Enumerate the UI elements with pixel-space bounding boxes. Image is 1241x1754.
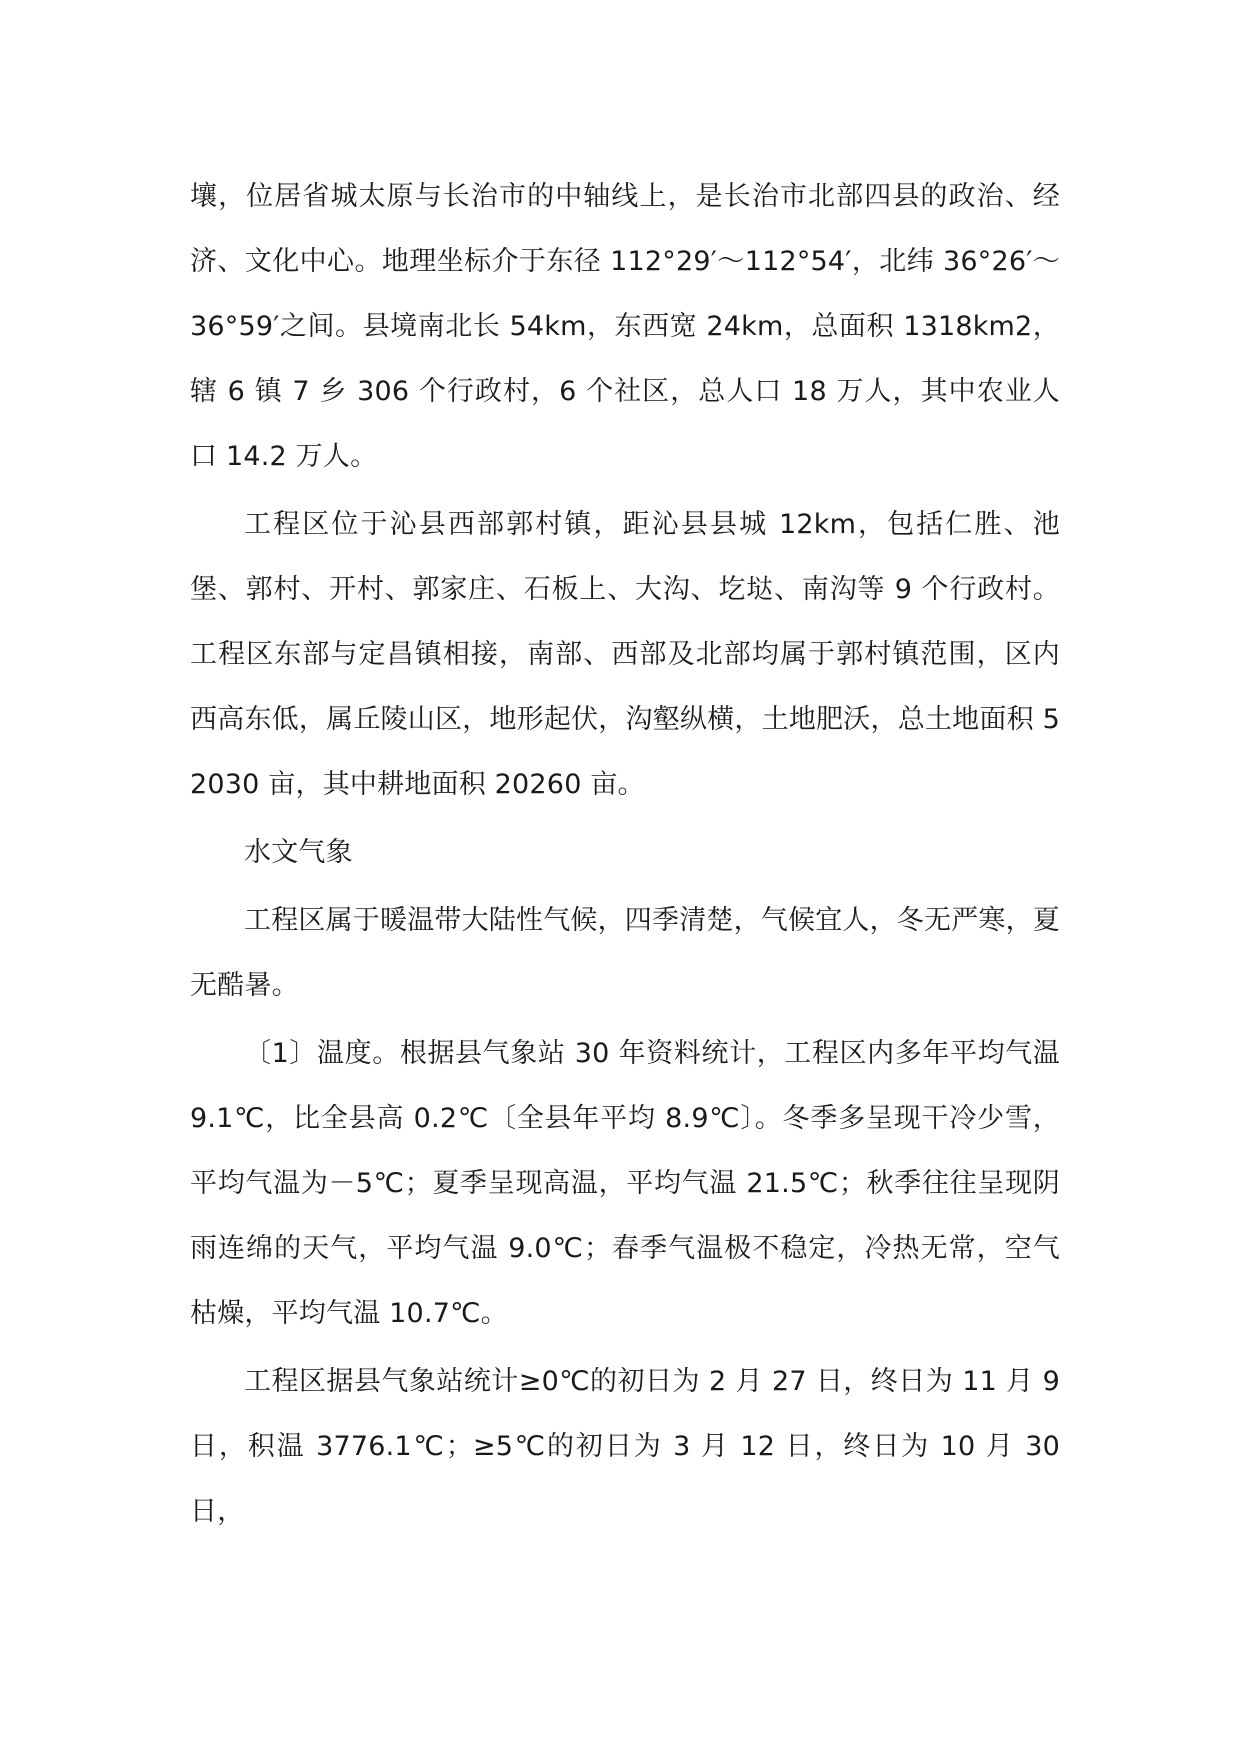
paragraph-climate: 工程区属于暖温带大陆性气候，四季清楚，气候宜人，冬无严寒，夏无酷暑。: [190, 905, 1060, 1001]
paragraph-location: 壤，位居省城太原与长治市的中轴线上，是长治市北部四县的政治、经济、文化中心。地理坐标介于东径 112°29′～112°54′，北纬 36°26′～36°59′之间。县境南北长 54km，东西宽 24km，总面积 1318km2，辖 6 镇 7 乡 306 个行政村，6 个社区，总人口 18 万人，其中农业人口 14.2 万人。: [190, 181, 1060, 472]
section-heading-hydrology-meteorology: 水文气象: [244, 837, 353, 868]
paragraph-project-area: 工程区位于沁县西部郭村镇，距沁县县城 12km，包括仁胜、池堡、郭村、开村、郭家庄、石板上、大沟、圪垯、南沟等 9 个行政村。工程区东部与定昌镇相接，南部、西部及北部均属于郭村镇范围，区内西高东低，属丘陵山区，地形起伏，沟壑纵横，土地肥沃，总土地面积 52030 亩，其中耕地面积 20260 亩。: [190, 509, 1060, 800]
paragraph-accumulated-temperature: 工程区据县气象站统计≥0℃的初日为 2 月 27 日，终日为 11 月 9 日，积温 3776.1℃；≥5℃的初日为 3 月 12 日，终日为 10 月 30 日，: [190, 1366, 1060, 1527]
paragraph-temperature: 〔1〕温度。根据县气象站 30 年资料统计，工程区内多年平均气温 9.1℃，比全县高 0.2℃〔全县年平均 8.9℃〕。冬季多呈现干冷少雪，平均气温为－5℃；夏季呈现高温，平均气温 21.5℃；秋季往往呈现阴雨连绵的天气，平均气温 9.0℃；春季气温极不稳定，冷热无常，空气枯燥，平均气温 10.7℃。: [190, 1038, 1060, 1329]
body-text: [190, 164, 1060, 1544]
